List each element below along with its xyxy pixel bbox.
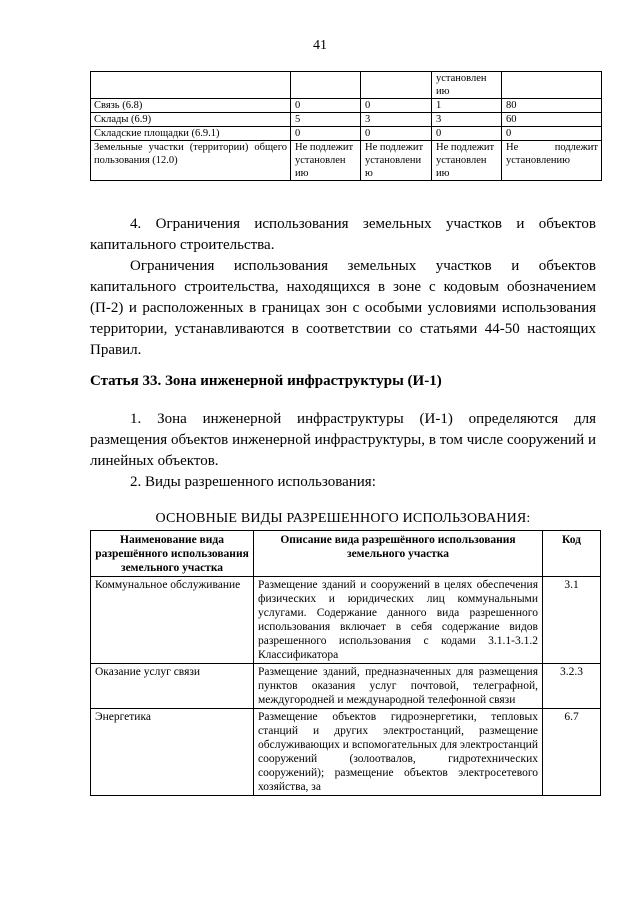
page-number: 41 <box>313 38 327 53</box>
article-heading: Статья 33. Зона инженерной инфраструктуры (И-1) <box>90 373 442 389</box>
table-caption: ОСНОВНЫЕ ВИДЫ РАЗРЕШЕННОГО ИСПОЛЬЗОВАНИЯ: <box>155 511 531 526</box>
use-name: Оказание услуг связи <box>91 664 254 709</box>
table-cell: Земельные участки (территории) общего пользования (12.0) <box>91 141 291 181</box>
paragraph-permitted-uses: 2. Виды разрешенного использования: <box>130 474 376 490</box>
table-row <box>91 113 602 127</box>
table-cell: Складские площадки (6.9.1) <box>91 127 291 141</box>
column-header-description: Описание вида разрешённого использования земельного участка <box>254 531 543 577</box>
table-cell: установлен ию <box>432 72 502 99</box>
use-description: Размещение объектов гидроэнергетики, тепловых станций и других электростанций, размещение обслуживающих и вспомогательных для электростанций сооружений (золоотвалов, гидротехнических сооружений); размещение объектов электросетевого хозяйства, за <box>254 709 543 796</box>
table-row <box>91 99 602 113</box>
paragraph-zone-description: 1. Зона инженерной инфраструктуры (И-1) определяются для размещения объектов инженерной инфраструктуры, в том числе сооружений и линейных объектов. <box>90 411 596 469</box>
use-description: Размещение зданий, предназначенных для размещения пунктов оказания услуг почтовой, телеграфной, междугородней и международной телефонной связи <box>254 664 543 709</box>
table-cell: 5 <box>291 113 361 127</box>
table-row <box>91 577 601 664</box>
table-row <box>91 72 602 99</box>
table-cell: 60 <box>502 113 602 127</box>
use-code: 6.7 <box>543 709 601 796</box>
use-name: Коммунальное обслуживание <box>91 577 254 664</box>
table-cell: 3 <box>432 113 502 127</box>
table-cell: 0 <box>361 127 432 141</box>
column-header-code: Код <box>543 531 601 577</box>
table-cell: Не подлежит установлению <box>502 141 602 181</box>
use-description: Размещение зданий и сооружений в целях обеспечения физических и юридических лиц коммунальными услугами. Содержание данного вида разрешенного использования включает в себя содержание видов разрешенного использования с кодами 3.1.1-3.1.2 Классификатора <box>254 577 543 664</box>
table-cell <box>91 72 291 99</box>
zone-parameters-table <box>90 71 602 181</box>
table-row <box>91 141 602 181</box>
table-cell: Не подлежит установлен ию <box>432 141 502 181</box>
table-row <box>91 127 602 141</box>
column-header-name: Наименование вида разрешённого использования земельного участка <box>91 531 254 577</box>
table-header-row <box>91 531 601 577</box>
table-cell <box>502 72 602 99</box>
paragraph-restrictions-title: 4. Ограничения использования земельных участков и объектов капитального строительства. <box>90 216 596 253</box>
table-cell: 1 <box>432 99 502 113</box>
table-cell: Склады (6.9) <box>91 113 291 127</box>
table-cell: 80 <box>502 99 602 113</box>
table-cell: 3 <box>361 113 432 127</box>
table-cell: 0 <box>432 127 502 141</box>
use-name: Энергетика <box>91 709 254 796</box>
table-cell: 0 <box>291 99 361 113</box>
table-cell: 0 <box>361 99 432 113</box>
table-cell <box>291 72 361 99</box>
table-cell <box>361 72 432 99</box>
table-cell: 0 <box>291 127 361 141</box>
table-cell: 0 <box>502 127 602 141</box>
table-row <box>91 709 601 796</box>
paragraph-restrictions-body: Ограничения использования земельных участков и объектов капитального строительства, находящихся в зоне с кодовым обозначением (П-2) и расположенных в границах зон с особыми условиями использования территории, устанавливаются в соответствии со статьями 44-50 настоящих Правил. <box>90 258 596 358</box>
table-cell: Не подлежит установлени ю <box>361 141 432 181</box>
use-code: 3.2.3 <box>543 664 601 709</box>
use-code: 3.1 <box>543 577 601 664</box>
table-cell: Связь (6.8) <box>91 99 291 113</box>
table-row <box>91 664 601 709</box>
table-cell: Не подлежит установлен ию <box>291 141 361 181</box>
permitted-uses-table <box>90 530 601 796</box>
